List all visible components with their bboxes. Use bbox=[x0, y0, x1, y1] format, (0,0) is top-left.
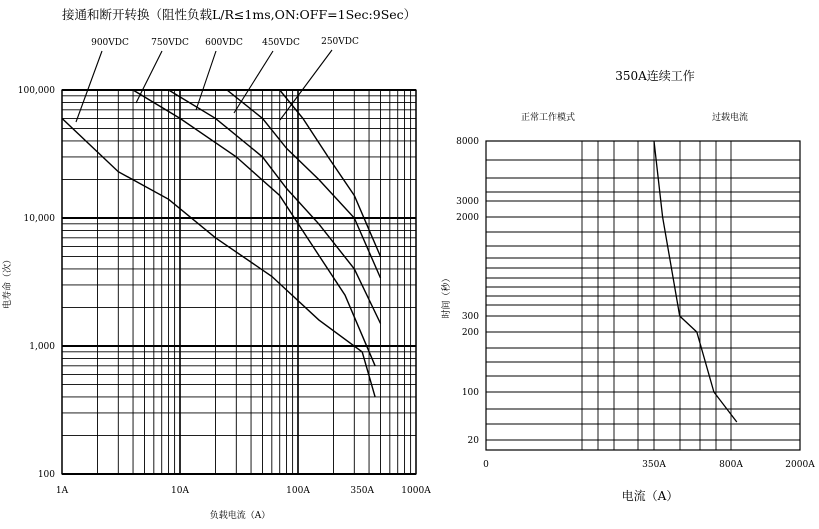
plot-frame bbox=[62, 90, 416, 474]
y-tick-label: 100 bbox=[461, 388, 479, 398]
x-tick-label: 350A bbox=[350, 486, 375, 496]
series-line-900VDC bbox=[62, 118, 375, 397]
y-tick-label: 3000 bbox=[456, 197, 479, 207]
series-label: 450VDC bbox=[262, 38, 300, 48]
plot-frame bbox=[486, 141, 800, 450]
series-label: 250VDC bbox=[321, 37, 359, 47]
right-chart bbox=[440, 68, 815, 503]
y-tick-label: 1,000 bbox=[29, 342, 55, 352]
series-leader-line bbox=[76, 51, 102, 122]
series-label: 750VDC bbox=[151, 38, 189, 48]
y-tick-label: 10,000 bbox=[23, 214, 55, 224]
chart-title: 350A连续工作 bbox=[615, 69, 695, 83]
series-label: 600VDC bbox=[205, 38, 243, 48]
y-tick-label: 300 bbox=[461, 312, 479, 322]
series-leader-line bbox=[136, 51, 162, 103]
y-tick-label: 8000 bbox=[456, 137, 479, 147]
y-axis-label: 时间（秒） bbox=[442, 273, 452, 319]
series-leader-line bbox=[234, 51, 273, 113]
annotation-normal-mode: 正常工作模式 bbox=[520, 113, 576, 123]
x-tick-label: 0 bbox=[483, 460, 489, 470]
x-axis-label: 负载电流（A） bbox=[209, 511, 271, 521]
series-line-250VDC bbox=[280, 90, 381, 257]
y-tick-label: 100 bbox=[37, 470, 55, 480]
x-axis-label: 电流（A） bbox=[621, 489, 679, 503]
y-tick-label: 20 bbox=[467, 436, 479, 446]
x-tick-label: 800A bbox=[719, 460, 743, 470]
x-tick-label: 1000A bbox=[401, 486, 431, 496]
x-tick-label: 1A bbox=[55, 486, 69, 496]
y-tick-label: 100,000 bbox=[17, 86, 55, 96]
x-tick-label: 350A bbox=[642, 460, 666, 470]
left-chart bbox=[1, 7, 431, 521]
x-tick-label: 100A bbox=[286, 486, 310, 496]
y-axis-label: 电寿命（次） bbox=[3, 254, 13, 310]
series-line-750VDC bbox=[133, 90, 375, 366]
chart-title: 接通和断开转换（阻性负载L/R≤1ms,ON:OFF=1Sec:9Sec） bbox=[62, 7, 417, 22]
y-tick-label: 2000 bbox=[456, 213, 479, 223]
x-tick-label: 2000A bbox=[785, 460, 815, 470]
series-label: 900VDC bbox=[91, 38, 129, 48]
series-line-600VDC bbox=[169, 90, 381, 324]
overload-curve bbox=[654, 141, 737, 422]
annotation-overload: 过载电流 bbox=[711, 113, 749, 123]
series-leader-line bbox=[196, 51, 216, 110]
x-tick-label: 10A bbox=[171, 486, 189, 496]
y-tick-label: 200 bbox=[461, 328, 479, 338]
